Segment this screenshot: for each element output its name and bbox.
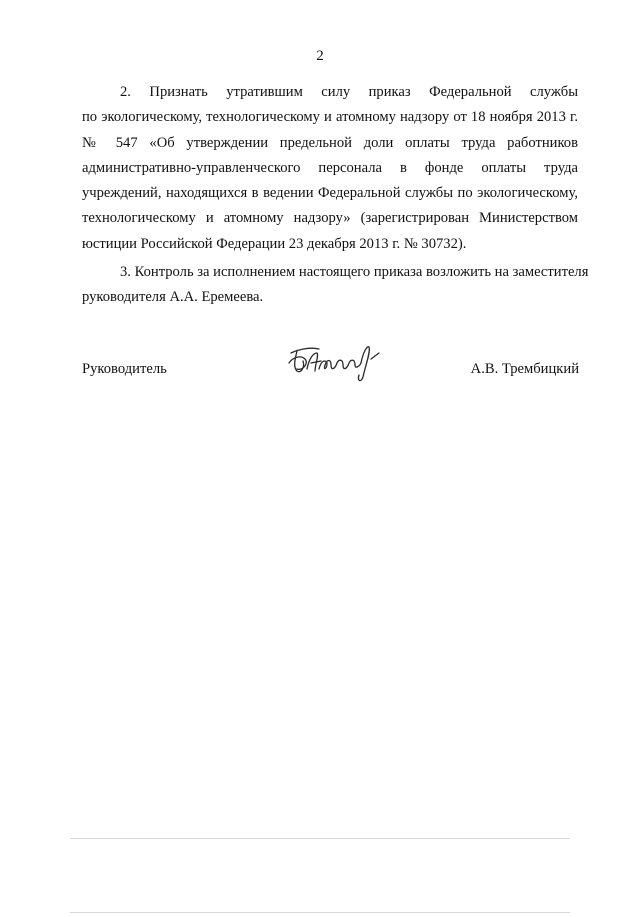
paragraph-line: руководителя А.А. Еремеева. [82,289,264,306]
scan-artifact-line [70,838,570,839]
paragraph-line: технологическому и атомному надзору» (зарегистрирован Министерством [82,210,578,227]
signature-block [82,355,579,395]
paragraph-line: 2. Признать утратившим силу приказ Федеральной службы [120,84,578,100]
signatory-title: Руководитель [82,361,167,377]
page-number: 2 [316,48,324,64]
paragraph-line: № 547 «Об утверждении предельной доли оплаты труда работников [82,134,578,151]
handwritten-signature [285,341,385,385]
paragraph-2 [82,80,578,257]
paragraph-line: административно-управленческого персонала в фонде оплаты труда [82,159,578,176]
paragraph-line: 3. Контроль за исполнением настоящего приказа возложить на заместителя [120,264,589,281]
paragraph-line: по экологическому, технологическому и атомному надзору от 18 ноября 2013 г. [82,109,578,126]
signatory-name: А.В. Трембицкий [470,361,579,377]
paragraph-line: юстиции Российской Федерации 23 декабря 2013 г. № 30732). [82,235,467,252]
paragraph-3 [82,260,589,311]
scan-artifact-line [70,912,570,913]
paragraph-line: учреждений, находящихся в ведении Федеральной службы по экологическому, [82,185,578,202]
document-body [82,80,589,311]
